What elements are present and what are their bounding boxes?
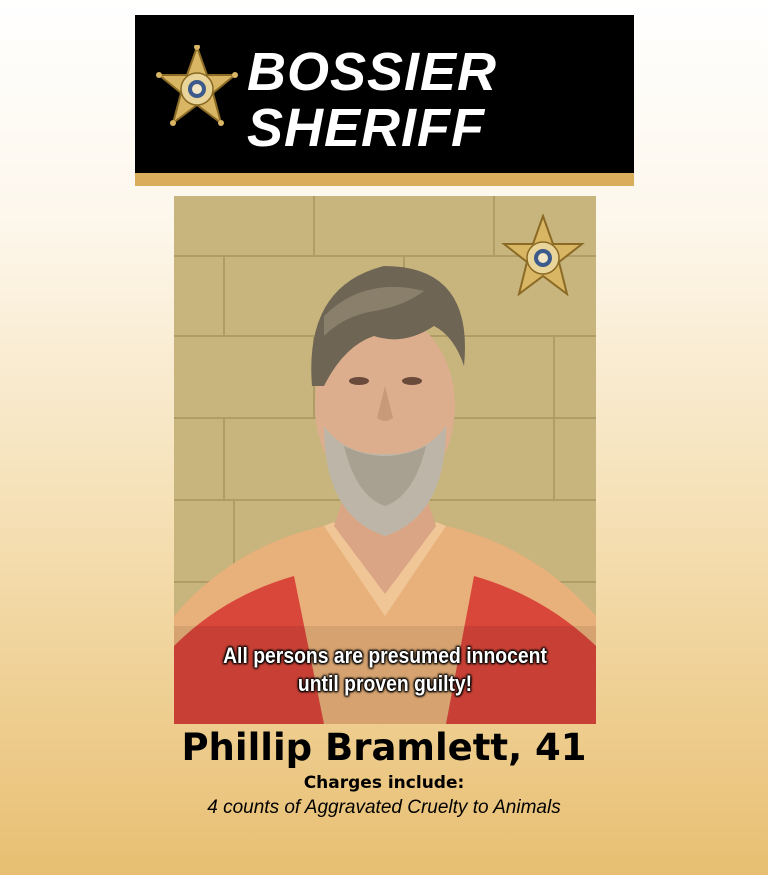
disclaimer-line-1: All persons are presumed innocent [223,643,547,668]
photo-sheriff-badge-icon [500,214,586,302]
charges-detail: 4 counts of Aggravated Cruelty to Animals [207,797,561,818]
header-title-line-1: BOSSIER [247,42,498,102]
header-banner [135,15,634,186]
header-title-line-2: SHERIFF [247,98,486,158]
mugshot-photo [174,196,596,724]
header-accent-stripe [135,173,634,186]
sheriff-badge-icon [155,45,239,135]
charges-label: Charges include: [303,773,465,793]
person-name: Phillip Bramlett, 41 [181,726,587,769]
disclaimer-line-2: until proven guilty! [297,671,473,696]
